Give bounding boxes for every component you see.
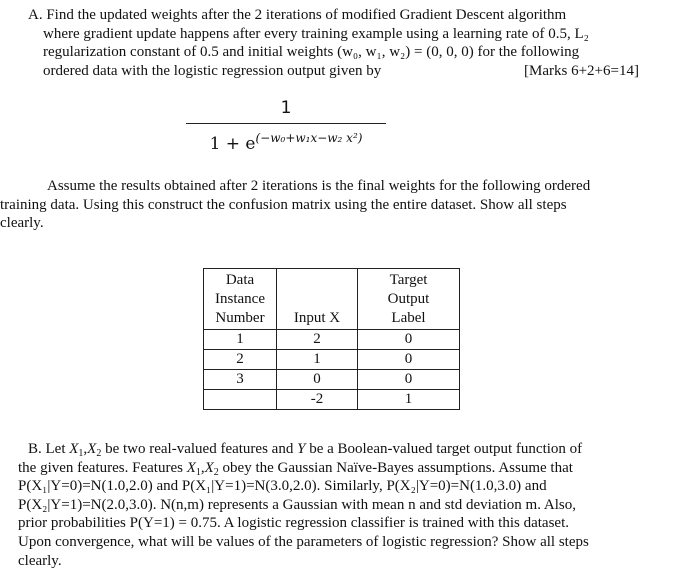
header-text: Data [225, 272, 255, 288]
header-text: Instance [215, 291, 265, 307]
cell-label: 0 [358, 370, 460, 390]
cell-input-x: -2 [277, 390, 358, 410]
table-row [204, 370, 460, 390]
header-target-output-label [358, 269, 460, 330]
header-input-x [277, 269, 358, 330]
cell-input-x: 1 [277, 350, 358, 370]
formula-denominator [186, 127, 386, 155]
assumption-paragraph [0, 177, 690, 233]
question-a-line: A. Find the updated weights after the 2 iterations of modified Gradient Descent algorithm [28, 7, 567, 23]
header-text: Number [215, 310, 265, 326]
text-run: obey the Gaussian Naïve-Bayes assumptions. Assume that [218, 459, 573, 476]
question-a-line: regularization constant of 0.5 and initial weights (w₀, w₁, w₂) = (0, 0, 0) for the following [43, 44, 580, 61]
subscript: 1 [78, 448, 84, 459]
table-row [204, 350, 460, 370]
subscript: 2 [96, 448, 102, 459]
text-run: , [200, 459, 205, 476]
question-b [18, 440, 688, 570]
cell-label: 0 [358, 330, 460, 350]
question-b-line: P(X₁|Y=0)=N(1.0,2.0) and P(X₁|Y=1)=N(3.0,2.0). Similarly, P(X₂|Y=0)=N(1.0,3.0) and [18, 478, 547, 495]
subscript: 2 [213, 466, 219, 478]
var-x: X [87, 441, 97, 457]
question-b-line: prior probabilities P(Y=1) = 0.75. A logistic regression classifier is trained with this dataset. [18, 515, 569, 532]
cell-label: 0 [358, 350, 460, 370]
text-run: , [83, 441, 88, 457]
text-run: the given features. Features [18, 459, 187, 476]
var-x: X [186, 459, 196, 476]
cell-label: 1 [358, 390, 460, 410]
marks-label: [Marks 6+2+6=14] [524, 62, 639, 79]
question-a-line: where gradient update happens after every training example using a learning rate of 0.5, L₂ [43, 25, 589, 42]
fraction-bar [186, 123, 386, 124]
logistic-formula [186, 98, 386, 155]
question-b-line: Upon convergence, what will be values of the parameters of logistic regression? Show all steps [18, 533, 589, 550]
question-b-line [18, 440, 688, 459]
assumption-line: Assume the results obtained after 2 iterations is the final weights for the following ordered [47, 178, 591, 194]
cell-instance: 3 [204, 370, 277, 390]
question-a-text: ordered data with the logistic regression output given by [43, 62, 382, 79]
text-run: be two real-valued features and [101, 441, 298, 457]
header-data-instance-number [204, 269, 277, 330]
text-run: be a Boolean-valued target output function of [305, 441, 583, 457]
question-b-line: P(X₂|Y=1)=N(2.0,3.0). N(n,m) represents a Gaussian with mean n and std deviation m. Also, [18, 496, 576, 513]
cell-instance: 1 [204, 330, 277, 350]
header-text: Input X [293, 310, 341, 326]
header-text: Label [391, 310, 426, 326]
var-y: Y [297, 441, 306, 457]
var-x: X [69, 441, 79, 457]
header-text: Output [387, 291, 430, 307]
cell-input-x: 2 [277, 330, 358, 350]
subscript: 1 [195, 466, 201, 478]
cell-instance [204, 390, 277, 410]
header-text: Target [389, 272, 428, 288]
question-a-line [28, 62, 688, 81]
table-row [204, 390, 460, 410]
question-a [28, 6, 688, 80]
training-data-table [203, 268, 460, 410]
cell-input-x: 0 [277, 370, 358, 390]
formula-exponent: (−w₀+w₁x−w₂ x²) [255, 131, 363, 145]
cell-instance: 2 [204, 350, 277, 370]
table-row [204, 330, 460, 350]
table-header-row [204, 269, 460, 330]
question-b-line: clearly. [18, 552, 62, 569]
text-run: B. Let [28, 441, 70, 457]
formula-numerator: 1 [280, 98, 292, 118]
assumption-line: training data. Using this construct the confusion matrix using the entire dataset. Show all steps [0, 196, 567, 213]
assumption-line: clearly. [0, 215, 44, 232]
var-x: X [204, 459, 214, 476]
formula-denominator-base: 1 + e [209, 134, 256, 154]
question-b-line [18, 459, 688, 478]
